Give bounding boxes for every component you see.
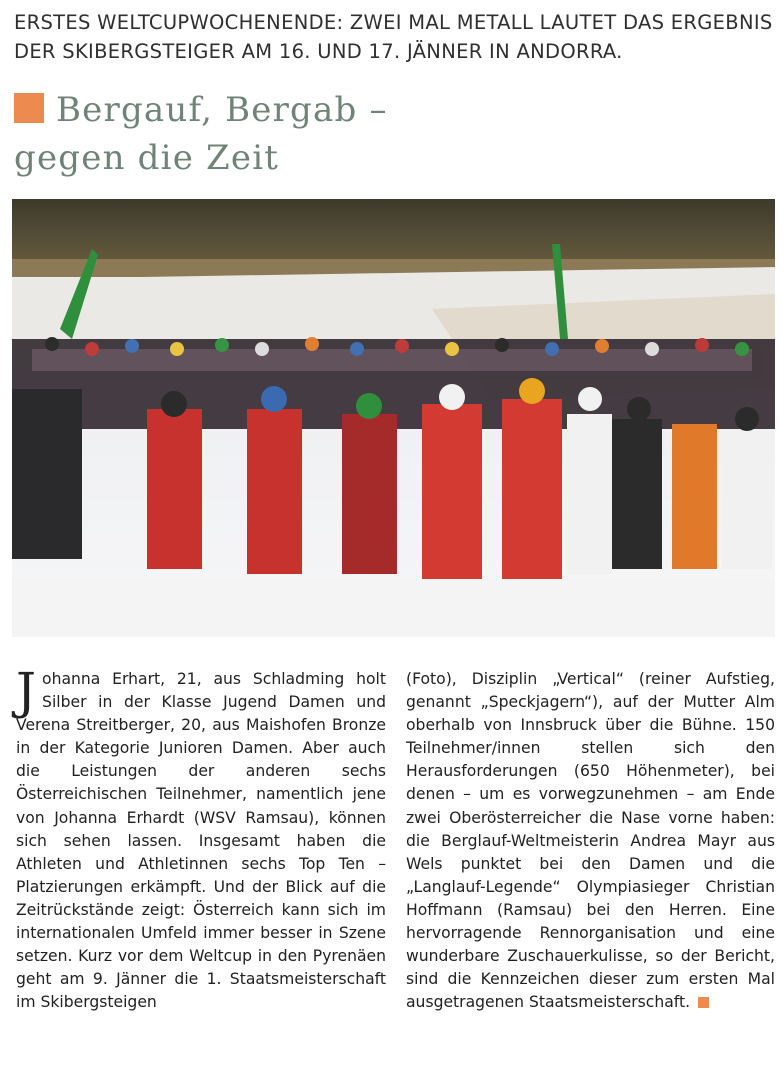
drop-cap: J xyxy=(16,662,37,720)
body-text-right: (Foto), Disziplin „Vertical“ (reiner Aufstieg, genannt „Speckjagern“), auf der Mutter Alm oberhalb von Innsbruck über die Bühne. 150 Teilnehmer/innen stellen sich den Herausforderungen (650 Höhenmeter), bei denen – um es vorwegzunehmen – am Ende zwei Oberösterreicher die Nase vorne haben: die Berglauf-Weltmeisterin Andrea Mayr aus Wels punktet bei den Damen und die „Langlauf-Legende“ Olympiasieger Christian Hoffmann (Ramsau) bei den Herren. Eine hervorragende Rennorganisation und eine wunderbare Zuschauerkulisse, so der Bericht, sind die Kennzeichen dieser zum ersten Mal ausgetragenen Staatsmeisterschaft. xyxy=(406,670,775,1012)
headline-line-2: gegen die Zeit xyxy=(14,138,280,178)
race-photo xyxy=(12,199,775,637)
body-text-left: ohanna Erhart, 21, aus Schladming holt Silber in der Klasse Jugend Damen und Verena Streitberger, 20, aus Maishofen Bronze in der Kategorie Junioren Damen. Aber auch die Leistungen der anderen sechs Österreichischen Teilnehmer, namentlich jene von Johanna Erhardt (WSV Ramsau), können sich sehen lassen. Insgesamt haben die Athleten und Athletinnen sechs Top Ten – Platzierungen erkämpft. Und der Blick auf die Zeitrückstände zeigt: Österreich kann sich im internationalen Umfeld immer besser in Szene setzen. Kurz vor dem Weltcup in den Pyrenäen geht am 9. Jänner die 1. Staatsmeisterschaft im Skibergsteigen xyxy=(16,670,386,1012)
article-headline xyxy=(14,86,774,182)
headline-line-1 xyxy=(14,86,774,134)
body-column-left xyxy=(16,662,386,1014)
headline-text-1: Bergauf, Bergab – xyxy=(56,90,388,130)
end-of-article-mark xyxy=(698,997,709,1008)
article-kicker: ERSTES WELTCUPWOCHENENDE: ZWEI MAL METALL LAUTET DAS ERGEBNIS DER SKIBERGSTEIGER AM 16. UND 17. JÄNNER IN ANDORRA. xyxy=(14,11,773,63)
headline-marker xyxy=(14,93,44,123)
body-column-right xyxy=(406,668,775,1014)
